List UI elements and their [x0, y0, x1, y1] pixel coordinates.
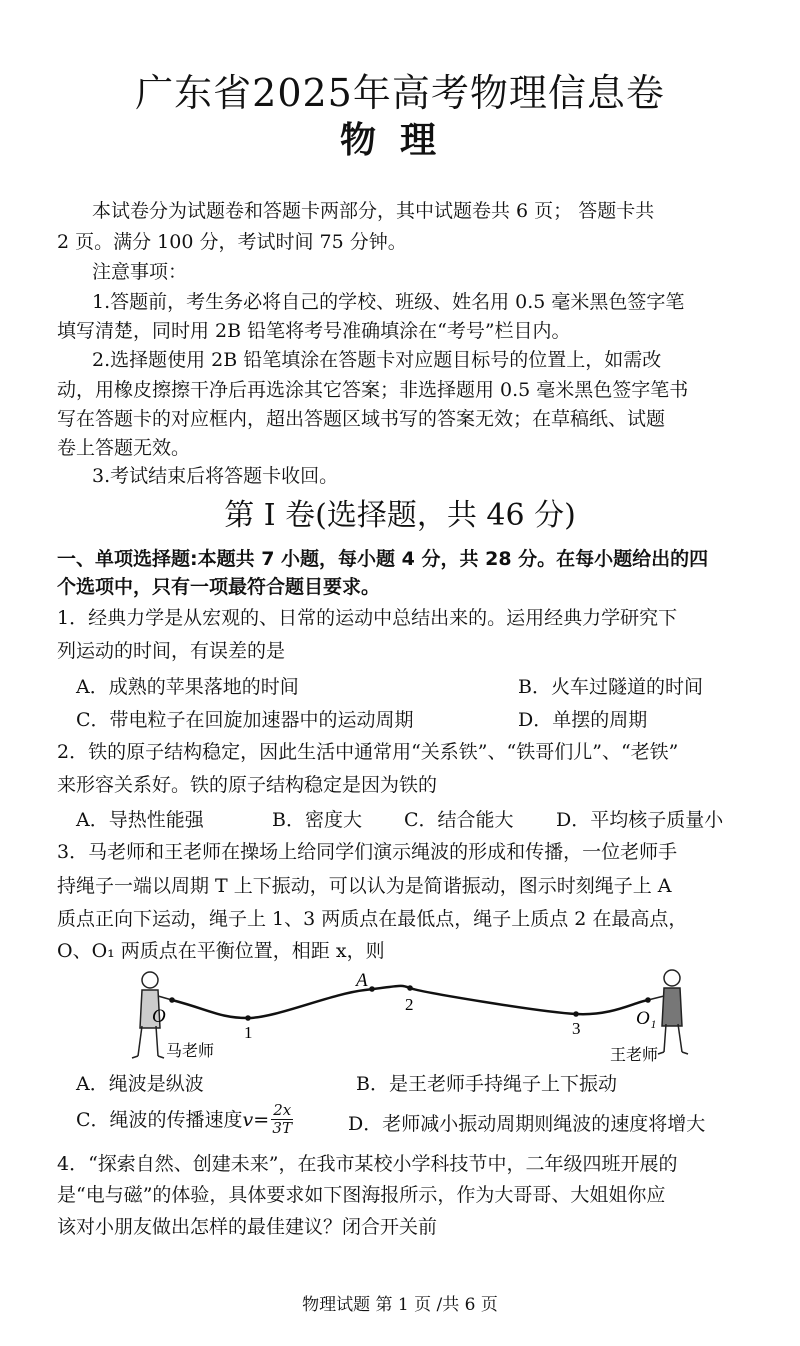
notice-2-line-4: 卷上答题无效。 [57, 437, 191, 459]
page-footer: 物理试题 第 1 页 /共 6 页 [302, 1295, 498, 1315]
q2-option-a: A．导热性能强 [76, 809, 204, 831]
q3-line-2: 持绳子一端以周期 T 上下振动，可以认为是简谐振动，图示时刻绳子上 A [57, 875, 672, 897]
fraction-numerator: 2x [273, 1101, 292, 1119]
right-teacher-label: 王老师 [610, 1045, 659, 1064]
q3-option-c-eq: = [253, 1108, 270, 1131]
q3-option-b: B．是王老师手持绳子上下振动 [356, 1073, 617, 1095]
label-1: 1 [244, 1023, 253, 1042]
point-a [369, 986, 375, 992]
q3-option-c [76, 1102, 293, 1137]
q4-line-1: 4．“探索自然、创建未来”，在我市某校小学科技节中，二年级四班开展的 [57, 1153, 678, 1175]
q1-option-a: A．成熟的苹果落地的时间 [76, 676, 299, 698]
label-o1: O₁ [636, 1008, 657, 1029]
notice-3-line-1: 3.考试结束后将答题卡收回。 [92, 465, 339, 487]
q2-line-1: 2．铁的原子结构稳定，因此生活中通常用“关系铁”、“铁哥们儿”、“老铁” [57, 741, 679, 763]
q3-line-1: 3．马老师和王老师在操场上给同学们演示绳波的形成和传播，一位老师手 [57, 841, 678, 863]
q4-line-3: 该对小朋友做出怎样的最佳建议？闭合开关前 [57, 1216, 438, 1238]
notice-2-line-2: 动，用橡皮擦擦干净后再选涂其它答案；非选择题用 0.5 毫米黑色签字笔书 [57, 379, 689, 401]
notice-1-line-2: 填写清楚，同时用 2B 铅笔将考号准确填涂在“考号”栏目内。 [57, 320, 571, 342]
label-a: A [356, 970, 368, 991]
q1-option-b: B．火车过隧道的时间 [518, 676, 703, 698]
q3-line-3: 质点正向下运动，绳子上 1、3 两质点在最低点，绳子上质点 2 在最高点， [57, 908, 688, 930]
point-o1 [645, 997, 651, 1003]
intro-line-1: 本试卷分为试题卷和答题卡两部分，其中试题卷共 6 页； 答题卡共 [92, 200, 655, 222]
section-title: 第 I 卷(选择题，共 46 分) [224, 498, 576, 533]
page-subtitle: 物理 [339, 119, 460, 161]
notice-2-line-1: 2.选择题使用 2B 铅笔填涂在答题卡对应题目标号的位置上，如需改 [92, 349, 662, 371]
point-o [169, 997, 175, 1003]
q3-line-4: O、O₁ 两质点在平衡位置，相距 x，则 [57, 940, 385, 962]
q1-option-d: D．单摆的周期 [518, 709, 648, 731]
q3-option-c-fraction [271, 1102, 293, 1137]
q3-option-c-text: C．绳波的传播速度 [76, 1108, 243, 1131]
q1-line-1: 1．经典力学是从宏观的、日常的运动中总结出来的。运用经典力学研究下 [57, 607, 678, 629]
label-2: 2 [405, 995, 414, 1014]
q2-option-c: C．结合能大 [404, 809, 514, 831]
q3-option-d: D．老师减小振动周期则绳波的速度将增大 [348, 1113, 706, 1135]
rope-wave-figure [120, 966, 700, 1076]
point-2 [407, 985, 413, 991]
q2-line-2: 来形容关系好。铁的原子结构稳定是因为铁的 [57, 774, 438, 796]
part1-heading-line-1: 一、单项选择题:本题共 7 小题，每小题 4 分，共 28 分。在每小题给出的四 [57, 548, 709, 570]
label-3: 3 [572, 1019, 581, 1038]
q2-option-d: D．平均核子质量小 [556, 809, 724, 831]
part1-heading-line-2: 个选项中，只有一项最符合题目要求。 [57, 576, 381, 598]
notice-1-line-1: 1.答题前，考生务必将自己的学校、班级、姓名用 0.5 毫米黑色签字笔 [92, 291, 685, 313]
q3-option-c-var: v [242, 1108, 254, 1131]
q3-option-a: A．绳波是纵波 [76, 1073, 204, 1095]
left-teacher-label: 马老师 [166, 1041, 215, 1060]
q1-line-2: 列运动的时间，有误差的是 [57, 640, 286, 662]
page-title: 广东省2025年高考物理信息卷 [135, 71, 665, 115]
q1-option-c: C．带电粒子在回旋加速器中的运动周期 [76, 709, 414, 731]
point-3 [573, 1011, 579, 1017]
notice-title: 注意事项： [92, 261, 188, 283]
q4-line-2: 是“电与磁”的体验，具体要求如下图海报所示，作为大哥哥、大姐姐你应 [57, 1184, 666, 1206]
label-o: O [152, 1006, 166, 1027]
notice-2-line-3: 写在答题卡的对应框内，超出答题区域书写的答案无效；在草稿纸、试题 [57, 408, 666, 430]
point-1 [245, 1015, 251, 1021]
q2-option-b: B．密度大 [272, 809, 362, 831]
fraction-denominator: 3T [272, 1119, 292, 1137]
intro-line-2: 2 页。满分 100 分，考试时间 75 分钟。 [57, 231, 407, 253]
